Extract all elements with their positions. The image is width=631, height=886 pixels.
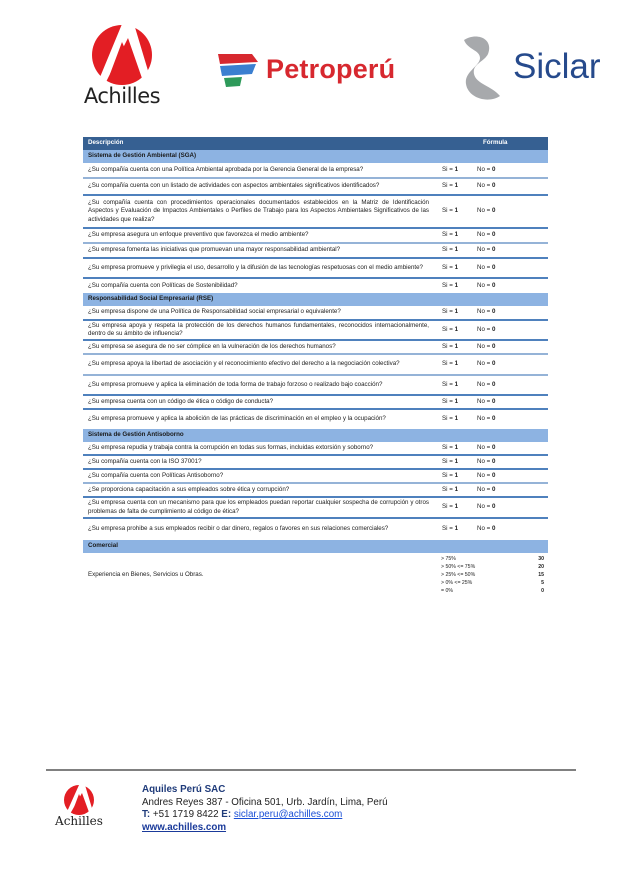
no-score: No = 0	[477, 325, 496, 333]
table-row	[83, 244, 548, 259]
no-score: No = 0	[477, 443, 496, 451]
footer-divider	[46, 769, 576, 771]
petroperu-logo	[216, 52, 436, 92]
no-score: No = 0	[477, 182, 496, 190]
yes-score: Si = 1	[442, 263, 459, 271]
achilles-a-icon	[76, 22, 168, 88]
section-header-rse: Responsabilidad Social Empresarial (RSE)	[83, 293, 548, 306]
table-row	[83, 519, 548, 540]
range-row: > 75% 30	[441, 556, 544, 562]
range-row: > 0% <= 25% 5	[441, 580, 544, 586]
no-score: No = 0	[477, 503, 496, 511]
yes-score: Si = 1	[442, 342, 459, 350]
question-text: ¿Su empresa asegura un enfoque preventivo que favorezca el medio ambiente?	[88, 231, 309, 239]
yes-score: Si = 1	[442, 231, 459, 239]
no-score: No = 0	[477, 415, 496, 423]
no-score: No = 0	[477, 165, 496, 173]
header-formula: Fórmula	[483, 139, 508, 147]
table-row	[83, 163, 548, 179]
question-text: ¿Su empresa dispone de una Política de Responsabilidad social empresarial o equivalente?	[88, 308, 341, 316]
table-row	[83, 456, 548, 470]
website-link[interactable]: www.achilles.com	[142, 821, 227, 833]
no-score: No = 0	[477, 263, 496, 271]
question-text: ¿Su compañía cuenta con un listado de actividades con aspectos ambientales significativos identificados?	[88, 182, 380, 190]
table-row	[83, 321, 548, 341]
table-row	[83, 376, 548, 396]
table-row	[83, 355, 548, 376]
company-name: Aquiles Perú SAC	[142, 784, 226, 795]
yes-score: Si = 1	[442, 165, 459, 173]
yes-score: Si = 1	[442, 471, 459, 479]
question-text: ¿Su compañía cuenta con Políticas de Sostenibilidad?	[88, 281, 238, 289]
range-row: = 0% 0	[441, 588, 544, 594]
evaluation-table	[83, 137, 548, 597]
yes-score: Si = 1	[442, 525, 459, 533]
range-row: > 50% <= 75% 20	[441, 564, 544, 570]
section-header-antisoborno: Sistema de Gestión Antisoborno	[83, 429, 548, 442]
table-row	[83, 484, 548, 498]
yes-score: Si = 1	[442, 207, 459, 215]
siclar-swirl-icon	[458, 34, 504, 102]
range-row: > 25% <= 50% 15	[441, 572, 544, 578]
no-score: No = 0	[477, 485, 496, 493]
experience-label: Experiencia en Bienes, Servicios u Obras.	[88, 570, 204, 578]
table-row	[83, 341, 548, 355]
question-text: ¿Su empresa prohibe a sus empleados recibir o dar dinero, regalos o favores en sus relaciones comerciales?	[88, 525, 389, 533]
petroperu-wordmark: Petroperú	[266, 54, 396, 84]
yes-score: Si = 1	[442, 415, 459, 423]
contact-line	[142, 809, 388, 822]
phone-label: T:	[142, 809, 151, 820]
no-score: No = 0	[477, 231, 496, 239]
no-score: No = 0	[477, 380, 496, 388]
table-row	[83, 179, 548, 196]
table-row	[83, 279, 548, 293]
table-header	[83, 137, 548, 150]
yes-score: Si = 1	[442, 308, 459, 316]
question-text: ¿Su compañía cuenta con procedimientos operacionales documentados establecidos en la Matriz de Identificación Aspectos y Evaluación de Impactos Ambientales o Perfiles de Trabajo para los Aspectos Ambientales Significativos de las actividades que realiza?	[88, 198, 429, 223]
question-text: ¿Su empresa promueve y privilegia el uso, desarrollo y la difusión de las tecnologías respetuosas con el medio ambiente?	[88, 263, 423, 271]
question-text: ¿Su empresa se asegura de no ser cómplice en la vulneración de los derechos humanos?	[88, 342, 336, 350]
no-score: No = 0	[477, 457, 496, 465]
footer-achilles-logo	[54, 784, 104, 834]
yes-score: Si = 1	[442, 246, 459, 254]
question-text: ¿Su empresa promueve y aplica la eliminación de toda forma de trabajo forzoso o realizado bajo coacción?	[88, 380, 383, 388]
petroperu-flag-icon	[216, 52, 260, 90]
question-text: ¿Su empresa apoya la libertad de asociación y el reconocimiento efectivo del derecho a la negociación colectiva?	[88, 360, 400, 368]
table-row	[83, 442, 548, 456]
yes-score: Si = 1	[442, 457, 459, 465]
question-text: ¿Su empresa cuenta con un mecanismo para que los empleados puedan reportar cualquier sospecha de corrupción y otros problemas de falta de cumplimiento al código de ética?	[88, 499, 429, 515]
yes-score: Si = 1	[442, 360, 459, 368]
yes-score: Si = 1	[442, 182, 459, 190]
yes-score: Si = 1	[442, 281, 459, 289]
header-description: Descripción	[88, 139, 124, 147]
question-text: ¿Su empresa cuenta con un código de ética o código de conducta?	[88, 397, 274, 405]
no-score: No = 0	[477, 342, 496, 350]
table-row	[83, 396, 548, 410]
email-label: E:	[221, 809, 232, 820]
no-score: No = 0	[477, 360, 496, 368]
email-link[interactable]: siclar.peru@achilles.com	[233, 809, 343, 820]
no-score: No = 0	[477, 525, 496, 533]
siclar-wordmark: Siclar	[513, 47, 601, 86]
table-row	[83, 470, 548, 484]
table-row	[83, 229, 548, 244]
yes-score: Si = 1	[442, 380, 459, 388]
no-score: No = 0	[477, 246, 496, 254]
yes-score: Si = 1	[442, 485, 459, 493]
section-header-comercial: Comercial	[83, 540, 548, 553]
table-row	[83, 259, 548, 279]
experience-row	[83, 553, 548, 597]
no-score: No = 0	[477, 281, 496, 289]
question-text: ¿Su compañía cuenta con la ISO 37001?	[88, 457, 202, 465]
header-logos	[0, 0, 631, 120]
yes-score: Si = 1	[442, 325, 459, 333]
no-score: No = 0	[477, 207, 496, 215]
table-row	[83, 196, 548, 229]
phone-number: +51 1719 8422	[150, 809, 222, 820]
achilles-a-icon	[54, 784, 104, 816]
question-text: ¿Su compañía cuenta con una Política Ambiental aprobada por la Gerencia General de la empresa?	[88, 165, 364, 173]
section-header-sga: Sistema de Gestión Ambiental (SGA)	[83, 150, 548, 163]
question-text: ¿Su empresa fomenta las iniciativas que promuevan una mayor responsabilidad ambiental?	[88, 246, 341, 254]
achilles-logo	[76, 22, 168, 112]
no-score: No = 0	[477, 471, 496, 479]
achilles-wordmark: Achilles	[83, 84, 161, 108]
yes-score: Si = 1	[442, 503, 459, 511]
table-row	[83, 410, 548, 429]
company-address: Andres Reyes 387 - Oficina 501, Urb. Jardín, Lima, Perú	[142, 796, 388, 808]
question-text: ¿Su empresa apoya y respeta la protección de los derechos humanos fundamentales, reconocidos internacionalmente, dentro de su ámbito de influencia?	[88, 321, 429, 337]
footer-achilles-wordmark: Achilles	[55, 814, 103, 828]
question-text: ¿Su empresa repudia y trabaja contra la corrupción en todas sus formas, incluidas extorsión y soborno?	[88, 443, 374, 451]
question-text: ¿Se proporciona capacitación a sus empleados sobre ética y corrupción?	[88, 485, 290, 493]
question-text: ¿Su compañía cuenta con Políticas Antisoborno?	[88, 471, 224, 479]
no-score: No = 0	[477, 308, 496, 316]
yes-score: Si = 1	[442, 443, 459, 451]
experience-ranges	[429, 555, 544, 595]
no-score: No = 0	[477, 397, 496, 405]
siclar-logo	[458, 34, 618, 104]
table-row	[83, 498, 548, 519]
question-text: ¿Su empresa promueve y aplica la abolición de las prácticas de discriminación en el empleo y la ocupación?	[88, 415, 386, 423]
yes-score: Si = 1	[442, 397, 459, 405]
footer-contact	[142, 784, 388, 834]
